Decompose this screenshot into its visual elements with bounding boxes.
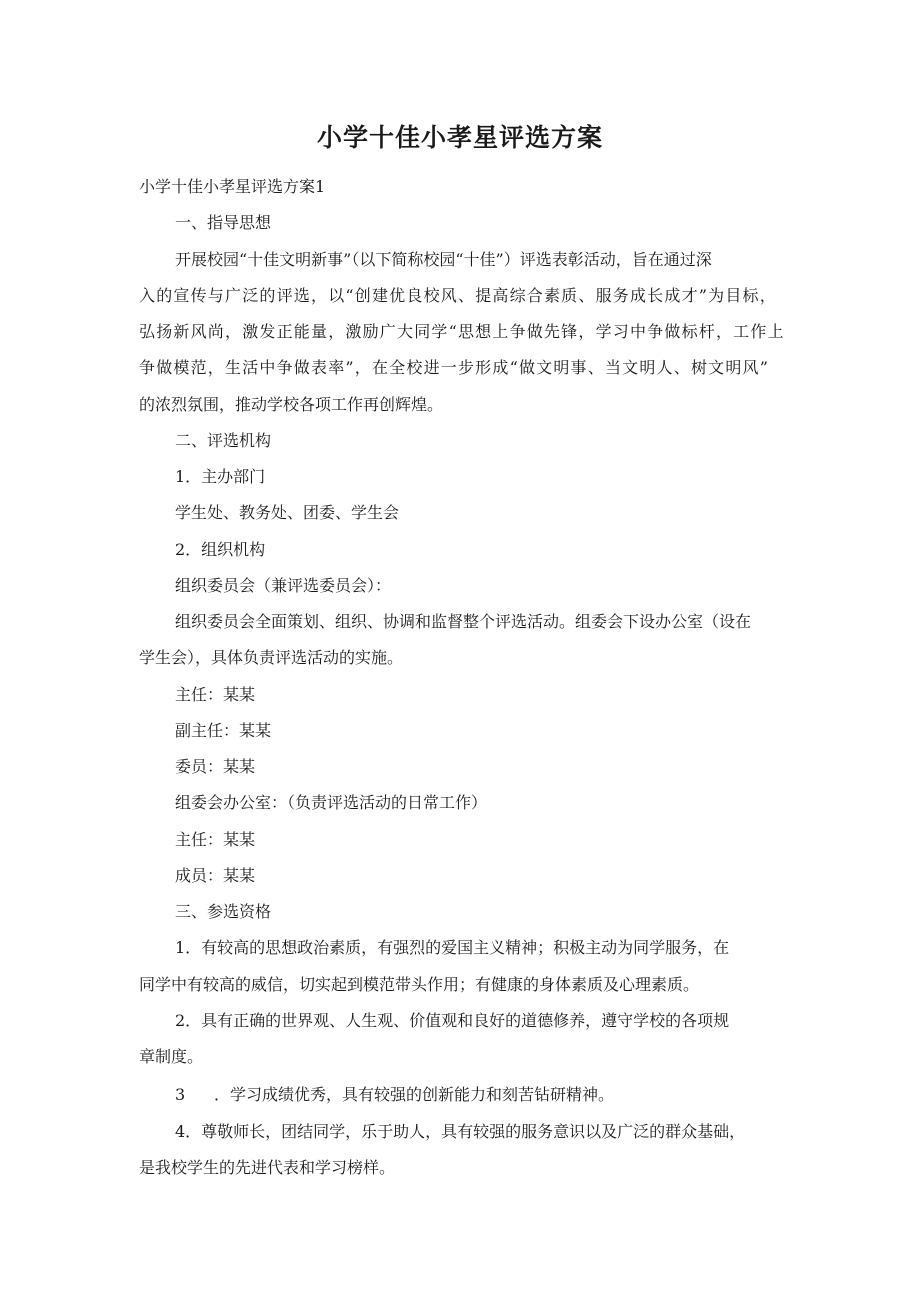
item-1-heading: 1．主办部门	[175, 467, 266, 486]
qualification-2-line-1: 2．具有正确的世界观、人生观、价值观和良好的道德修养，遵守学校的各项规	[175, 1011, 730, 1030]
office-members: 成员：某某	[175, 866, 256, 885]
qualification-3-text: ．学习成绩优秀，具有较强的创新能力和刻苦钻研精神。	[214, 1085, 615, 1104]
paragraph-1-line-3: 弘扬新风尚，激发正能量，激励广大同学“思想上争做先锋，学习中争做标杆，工作上	[139, 322, 785, 341]
section-heading-1: 一、指导思想	[175, 213, 272, 232]
qualification-3-number: 3	[175, 1085, 186, 1104]
committee-member: 委员：某某	[175, 757, 256, 776]
org-desc-line-2: 学生会），具体负责评选活动的实施。	[139, 648, 404, 667]
qualification-1-line-2: 同学中有较高的威信，切实起到模范带头作用；有健康的身体素质及心理素质。	[139, 975, 700, 994]
section-heading-2: 二、评选机构	[175, 431, 272, 450]
director: 主任：某某	[175, 685, 256, 704]
document-title: 小学十佳小孝星评选方案	[316, 123, 603, 152]
deputy-director: 副主任：某某	[175, 721, 272, 740]
item-1-text: 学生处、教务处、团委、学生会	[175, 503, 400, 522]
paragraph-1-line-2: 入的宣传与广泛的评选，以“创建优良校风、提高综合素质、服务成长成才”为目标，	[139, 286, 777, 305]
org-desc-line-1: 组织委员会全面策划、组织、协调和监督整个评选活动。组委会下设办公室（设在	[175, 612, 752, 631]
section-heading-3: 三、参选资格	[175, 902, 272, 921]
qualification-4-line-1: 4．尊敬师长，团结同学，乐于助人，具有较强的服务意识以及广泛的群众基础，	[175, 1122, 746, 1141]
subtitle: 小学十佳小孝星评选方案1	[139, 177, 326, 196]
org-committee: 组织委员会（兼评选委员会）：	[175, 576, 392, 595]
office-director: 主任：某某	[175, 830, 256, 849]
item-2-heading: 2．组织机构	[175, 540, 266, 559]
paragraph-1-line-1: 开展校园“十佳文明新事”（以下简称校园“十佳”）评选表彰活动，旨在通过深	[175, 250, 712, 269]
paragraph-1-line-4: 争做模范，生活中争做表率”，在全校进一步形成“做文明事、当文明人、树文明风”	[139, 358, 770, 377]
qualification-2-line-2: 章制度。	[139, 1047, 204, 1066]
office: 组委会办公室：（负责评选活动的日常工作）	[175, 793, 488, 812]
paragraph-1-line-5: 的浓烈氛围，推动学校各项工作再创辉煌。	[139, 395, 444, 414]
qualification-1-line-1: 1．有较高的思想政治素质，有强烈的爱国主义精神；积极主动为同学服务，在	[175, 938, 730, 957]
qualification-4-line-2: 是我校学生的先进代表和学习榜样。	[139, 1158, 396, 1177]
